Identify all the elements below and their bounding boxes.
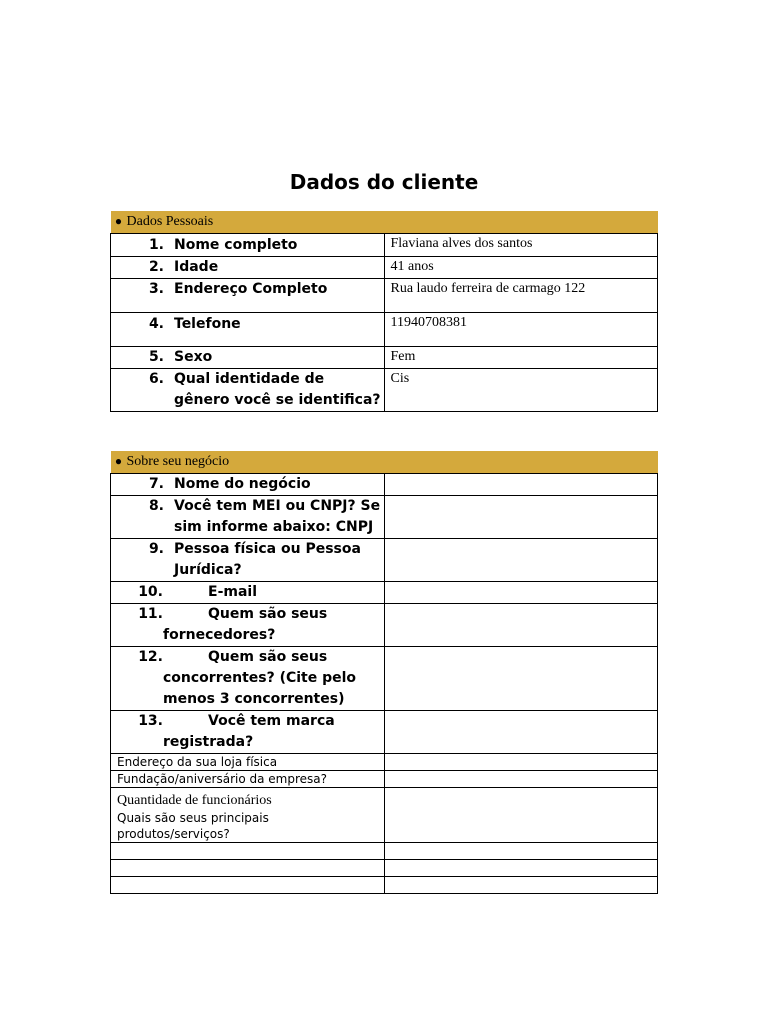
- answer-field[interactable]: [384, 710, 658, 753]
- question-label: Telefone: [174, 315, 241, 332]
- answer-field[interactable]: [384, 581, 658, 603]
- table-row: [111, 495, 658, 538]
- answer-value: Rua laudo ferreira de carmago 122: [390, 280, 586, 296]
- question-label: Quem são seus concorrentes? (Cite pelo menos 3 concorrentes): [163, 648, 357, 707]
- table-row: [111, 753, 658, 770]
- empty-cell[interactable]: [111, 876, 385, 893]
- question-label: Pessoa física ou Pessoa Jurídica?: [174, 540, 361, 578]
- question-label: Qual identidade de gênero você se identifica?: [174, 370, 381, 408]
- table-row: [111, 787, 658, 842]
- question-number: 10.: [138, 583, 163, 600]
- table-row: [111, 876, 658, 893]
- question-number: 8.: [148, 497, 164, 514]
- answer-field[interactable]: [384, 278, 658, 312]
- products-services-label: Quais são seus principais produtos/serviços?: [117, 810, 269, 841]
- question-number: 11.: [138, 605, 163, 622]
- question-label: E-mail: [208, 583, 258, 600]
- question-label: Idade: [174, 258, 219, 275]
- question-number: 2.: [148, 258, 164, 275]
- table-row: [111, 770, 658, 787]
- business-data-table: [110, 451, 658, 894]
- table-row: [111, 646, 658, 710]
- answer-field[interactable]: [384, 368, 658, 411]
- section-header-business: [111, 451, 658, 473]
- answer-value: 41 anos: [390, 258, 434, 274]
- answer-field[interactable]: [384, 346, 658, 368]
- answer-field[interactable]: [384, 842, 658, 859]
- table-row: [111, 256, 658, 278]
- store-address-label: Endereço da sua loja física: [117, 754, 278, 769]
- question-number: 13.: [138, 712, 163, 729]
- table-row: [111, 368, 658, 411]
- question-label: Sexo: [174, 348, 213, 365]
- question-number: 1.: [148, 236, 164, 253]
- answer-field[interactable]: [384, 538, 658, 581]
- question-number: 5.: [148, 348, 164, 365]
- answer-field[interactable]: [384, 312, 658, 346]
- bullet-icon: ●: [114, 454, 123, 468]
- personal-data-table: [110, 211, 658, 412]
- table-row: [111, 859, 658, 876]
- question-number: 4.: [148, 315, 164, 332]
- answer-field[interactable]: [384, 787, 658, 842]
- answer-field[interactable]: [384, 859, 658, 876]
- answer-field[interactable]: [384, 646, 658, 710]
- question-number: 12.: [138, 648, 163, 665]
- page-title: Dados do cliente: [289, 170, 479, 194]
- question-number: 6.: [148, 370, 164, 387]
- empty-cell[interactable]: [111, 859, 385, 876]
- question-label: Quem são seus fornecedores?: [163, 605, 328, 643]
- table-row: [111, 710, 658, 753]
- table-row: [111, 842, 658, 859]
- question-number: 7.: [148, 475, 164, 492]
- section-label: Dados Pessoais: [126, 214, 214, 229]
- answer-value: Cis: [390, 370, 410, 386]
- question-label: Endereço Completo: [174, 280, 328, 297]
- question-label: Você tem marca registrada?: [163, 712, 335, 750]
- answer-value: Fem: [390, 348, 416, 364]
- table-row: [111, 233, 658, 256]
- section-label: Sobre seu negócio: [126, 454, 230, 469]
- empty-cell[interactable]: [111, 842, 385, 859]
- employee-count-label: Quantidade de funcionários: [117, 792, 272, 808]
- table-row: [111, 473, 658, 495]
- answer-value: Flaviana alves dos santos: [390, 235, 533, 251]
- table-row: [111, 346, 658, 368]
- answer-field[interactable]: [384, 495, 658, 538]
- answer-field[interactable]: [384, 753, 658, 770]
- question-label: Nome completo: [174, 236, 298, 253]
- answer-field[interactable]: [384, 473, 658, 495]
- bullet-icon: ●: [114, 214, 123, 228]
- answer-field[interactable]: [384, 256, 658, 278]
- table-row: [111, 538, 658, 581]
- table-row: [111, 312, 658, 346]
- table-row: [111, 603, 658, 646]
- answer-field[interactable]: [384, 233, 658, 256]
- question-label: Você tem MEI ou CNPJ? Se sim informe abaixo: CNPJ: [174, 497, 381, 535]
- question-label: Nome do negócio: [174, 475, 311, 492]
- answer-value: 11940708381: [390, 314, 467, 330]
- table-row: [111, 581, 658, 603]
- question-number: 3.: [148, 280, 164, 297]
- section-header-personal: [111, 211, 658, 233]
- answer-field[interactable]: [384, 770, 658, 787]
- foundation-date-label: Fundação/aniversário da empresa?: [117, 771, 328, 786]
- question-number: 9.: [148, 540, 164, 557]
- table-row: [111, 278, 658, 312]
- answer-field[interactable]: [384, 603, 658, 646]
- answer-field[interactable]: [384, 876, 658, 893]
